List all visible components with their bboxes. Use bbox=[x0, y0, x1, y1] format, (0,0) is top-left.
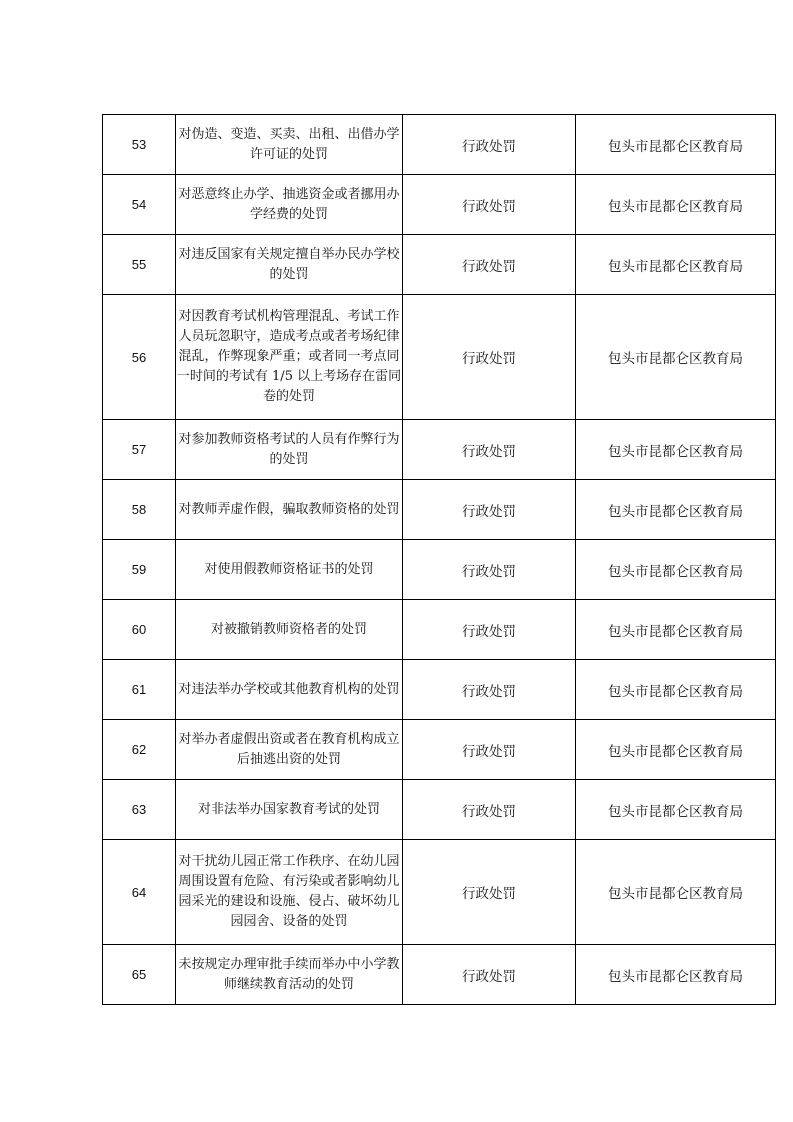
item-name: 未按规定办理审批手续而举办中小学教师继续教育活动的处罚 bbox=[176, 945, 403, 1005]
item-name: 对举办者虚假出资或者在教育机构成立后抽逃出资的处罚 bbox=[176, 720, 403, 780]
item-type: 行政处罚 bbox=[403, 840, 576, 945]
responsible-department: 包头市昆都仑区教育局 bbox=[576, 660, 776, 720]
responsible-department: 包头市昆都仑区教育局 bbox=[576, 780, 776, 840]
row-number: 57 bbox=[103, 420, 176, 480]
table-row bbox=[103, 420, 776, 480]
responsible-department: 包头市昆都仑区教育局 bbox=[576, 420, 776, 480]
responsible-department: 包头市昆都仑区教育局 bbox=[576, 720, 776, 780]
responsible-department: 包头市昆都仑区教育局 bbox=[576, 480, 776, 540]
table-row bbox=[103, 540, 776, 600]
responsible-department: 包头市昆都仑区教育局 bbox=[576, 540, 776, 600]
row-number: 56 bbox=[103, 295, 176, 420]
item-type: 行政处罚 bbox=[403, 945, 576, 1005]
row-number: 59 bbox=[103, 540, 176, 600]
table-row bbox=[103, 175, 776, 235]
item-name: 对伪造、变造、买卖、出租、出借办学许可证的处罚 bbox=[176, 115, 403, 175]
item-type: 行政处罚 bbox=[403, 720, 576, 780]
row-number: 58 bbox=[103, 480, 176, 540]
table-row bbox=[103, 480, 776, 540]
row-number: 65 bbox=[103, 945, 176, 1005]
table-row bbox=[103, 840, 776, 945]
responsible-department: 包头市昆都仑区教育局 bbox=[576, 945, 776, 1005]
row-number: 62 bbox=[103, 720, 176, 780]
responsible-department: 包头市昆都仑区教育局 bbox=[576, 115, 776, 175]
item-name: 对参加教师资格考试的人员有作弊行为的处罚 bbox=[176, 420, 403, 480]
responsible-department: 包头市昆都仑区教育局 bbox=[576, 840, 776, 945]
responsible-department: 包头市昆都仑区教育局 bbox=[576, 175, 776, 235]
item-name: 对教师弄虚作假，骗取教师资格的处罚 bbox=[176, 480, 403, 540]
table-row bbox=[103, 780, 776, 840]
item-name: 对非法举办国家教育考试的处罚 bbox=[176, 780, 403, 840]
item-name: 对违法举办学校或其他教育机构的处罚 bbox=[176, 660, 403, 720]
row-number: 55 bbox=[103, 235, 176, 295]
item-type: 行政处罚 bbox=[403, 600, 576, 660]
table-row bbox=[103, 235, 776, 295]
row-number: 60 bbox=[103, 600, 176, 660]
item-name: 对干扰幼儿园正常工作秩序、在幼儿园周围设置有危险、有污染或者影响幼儿园采光的建设和设施、侵占、破坏幼儿园园舍、设备的处罚 bbox=[176, 840, 403, 945]
row-number: 54 bbox=[103, 175, 176, 235]
item-type: 行政处罚 bbox=[403, 480, 576, 540]
item-name: 对因教育考试机构管理混乱、考试工作人员玩忽职守，造成考点或者考场纪律混乱，作弊现象严重；或者同一考点同一时间的考试有 1/5 以上考场存在雷同卷的处罚 bbox=[176, 295, 403, 420]
penalty-items-table bbox=[102, 114, 776, 1005]
responsible-department: 包头市昆都仑区教育局 bbox=[576, 235, 776, 295]
table-row bbox=[103, 720, 776, 780]
item-type: 行政处罚 bbox=[403, 295, 576, 420]
table-row bbox=[103, 295, 776, 420]
item-type: 行政处罚 bbox=[403, 175, 576, 235]
item-type: 行政处罚 bbox=[403, 115, 576, 175]
table-row bbox=[103, 945, 776, 1005]
table-row bbox=[103, 660, 776, 720]
row-number: 53 bbox=[103, 115, 176, 175]
responsible-department: 包头市昆都仑区教育局 bbox=[576, 295, 776, 420]
row-number: 63 bbox=[103, 780, 176, 840]
table-row bbox=[103, 115, 776, 175]
table-row bbox=[103, 600, 776, 660]
row-number: 61 bbox=[103, 660, 176, 720]
item-type: 行政处罚 bbox=[403, 420, 576, 480]
item-type: 行政处罚 bbox=[403, 540, 576, 600]
item-name: 对被撤销教师资格者的处罚 bbox=[176, 600, 403, 660]
item-name: 对违反国家有关规定擅自举办民办学校的处罚 bbox=[176, 235, 403, 295]
row-number: 64 bbox=[103, 840, 176, 945]
item-type: 行政处罚 bbox=[403, 235, 576, 295]
item-name: 对恶意终止办学、抽逃资金或者挪用办学经费的处罚 bbox=[176, 175, 403, 235]
responsible-department: 包头市昆都仑区教育局 bbox=[576, 600, 776, 660]
item-name: 对使用假教师资格证书的处罚 bbox=[176, 540, 403, 600]
item-type: 行政处罚 bbox=[403, 780, 576, 840]
item-type: 行政处罚 bbox=[403, 660, 576, 720]
